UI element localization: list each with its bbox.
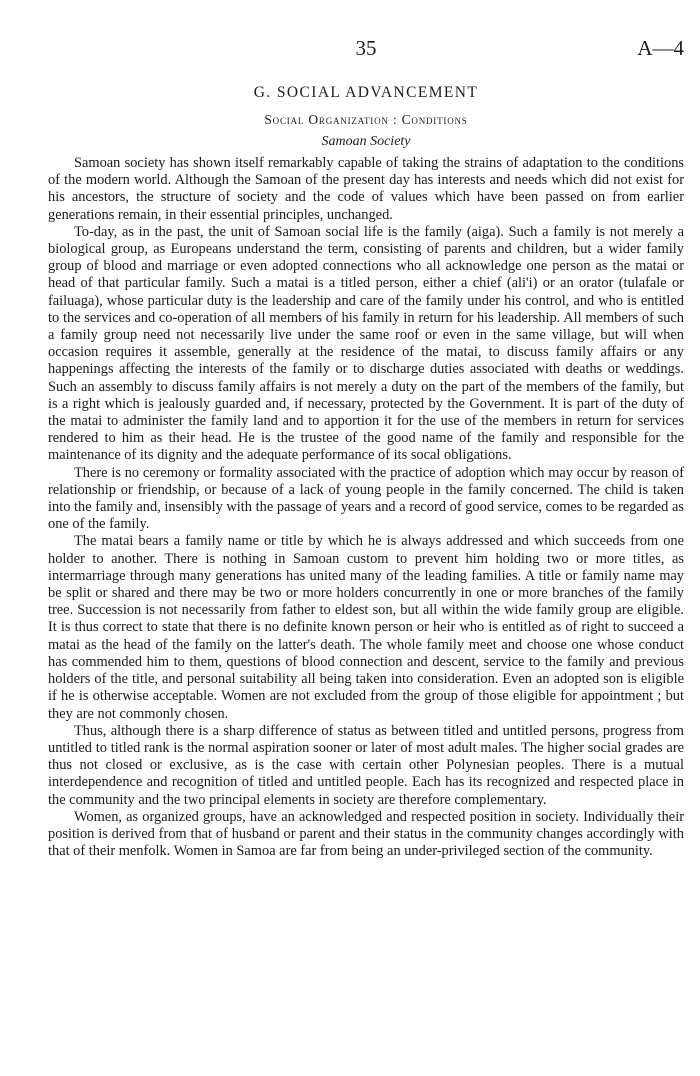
paragraph-status: Thus, although there is a sharp difference of status as between titled and untitled persons, progress from untitled to titled rank is the normal aspiration sooner or later of most adult males. The higher social grades are thus not closed or exclusive, as is the case with certain other Polynesian peoples. There is a mutual interdependence and recognition of titled and untitled people. Each has its recognized and respected place in the community and the two principal elements in society are therefore complementary. — [48, 722, 684, 808]
page-header — [48, 36, 684, 70]
document-page — [48, 36, 684, 860]
paragraph-matai-title: The matai bears a family name or title by which he is always addressed and which succeeds from one holder to another. There is nothing in Samoan custom to prevent him holding two or more titles, as intermarriage through many generations has united many of the leading families. A title or family name may be split or shared and there may be two or more holders concurrently in one or more branches of the family tree. Succession is not necessarily from father to eldest son, but all within the wide family group are eligible. It is thus correct to state that there is no definite known person or heir who is entitled as of right to succeed a matai as the head of the family on the latter's death. The whole family meet and choose one whose conduct has commended him to them, questions of blood connection and descent, service to the family and previous holders of the title, and personal suitability all being taken into consideration. Even an adopted son is eligible if he is otherwise acceptable. Women are not excluded from the group of those eligible for appointment ; but they are not commonly chosen. — [48, 533, 684, 722]
paragraph-samoan-society: Samoan society has shown itself remarkably capable of taking the strains of adaptation to the conditions of the modern world. Although the Samoan of the present day has interests and needs which did not exist for his ancestors, the structure of society and the code of values which have been passed on from earlier generations remain, in their essential principles, unchanged. — [48, 155, 684, 223]
paragraph-women: Women, as organized groups, have an acknowledged and respected position in society. Individually their position is derived from that of husband or parent and their status in the community changes accordingly with that of their menfolk. Women in Samoa are far from being an under-privileged section of the community. — [48, 808, 684, 860]
subsubsection-title: Samoan Society — [321, 134, 411, 149]
subsection-title: Social Organization : Conditions — [264, 112, 468, 127]
section-title: G. SOCIAL ADVANCEMENT — [253, 84, 479, 101]
document-reference: A—4 — [637, 36, 684, 60]
page-number: 35 — [355, 36, 377, 60]
paragraph-adoption: There is no ceremony or formality associated with the practice of adoption which may occur by reason of relationship or friendship, or because of a lack of young people in the family concerned. The child is taken into the family and, insensibly with the passage of years and a record of good service, comes to be regarded as one of the family. — [48, 464, 684, 533]
paragraph-family-unit: To-day, as in the past, the unit of Samoan social life is the family (aiga). Such a family is not merely a biological group, as Europeans understand the term, consisting of parents and children, but a wider family group of blood and marriage or even adopted connections who all acknowledge one person as the matai or head of that particular family. Such a matai is a titled person, either a chief (ali'i) or an orator (tulafale or failuaga), whose particular duty is the leadership and care of the family under his control, and who is entitled to the services and co-operation of all members of his family in return for his leadership. All members of such a family group need not necessarily live under the same roof or even in the same village, but will when occasion requires it assemble, generally at the residence of the matai, to discuss family affairs or any happenings affecting the interests of the family or to discharge duties associated with deaths or weddings. Such an assembly to discuss family affairs is not merely a duty on the part of the members of the family, but is a right which is jealously guarded and, if necessary, protected by the Government. It is part of the duty of the matai to administer the family land and to apportion it for the use of the members in return for services rendered to him as their head. He is the trustee of the good name of the family and responsible for the maintenance of its dignity and the adequate performance of its socal obligations. — [48, 223, 684, 464]
